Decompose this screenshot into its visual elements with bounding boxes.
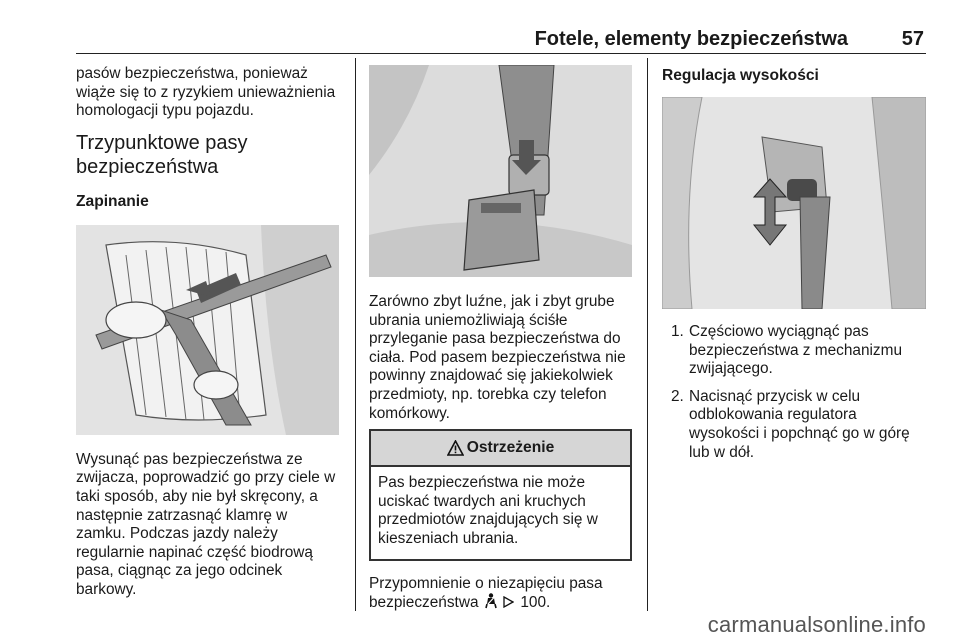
watermark: carmanualsonline.info bbox=[707, 612, 926, 637]
header-title: Fotele, elementy bezpieczeństwa bbox=[534, 28, 848, 50]
column-2 bbox=[369, 65, 632, 613]
height-adjust-heading: Regulacja wysokości bbox=[662, 67, 819, 84]
column-divider-1 bbox=[355, 58, 356, 611]
buckling-belt-illustration bbox=[76, 225, 339, 435]
buckle-closeup-illustration bbox=[369, 65, 632, 277]
column-divider-2 bbox=[647, 58, 648, 611]
section-heading: Trzypunktowe pasy bezpieczeństwa bbox=[76, 131, 248, 178]
page-number: 57 bbox=[901, 28, 924, 50]
page-reference-arrow-icon bbox=[503, 596, 514, 608]
column-1 bbox=[76, 65, 341, 600]
clothing-warning-text: Zarówno zbyt luźne, jak i zbyt grube ubrania uniemożliwiają ściśłe przyleganie pasa bezpieczeństwa do ciała. Pod pasem bezpieczeństwa nie powinny znajdować się jakiekolwiek przedmioty, np. torebka czy telefon komórkowy. bbox=[369, 293, 626, 422]
header-rule bbox=[76, 53, 926, 54]
reminder-page-ref[interactable]: 100. bbox=[520, 594, 551, 612]
reminder-reference bbox=[369, 575, 632, 613]
warning-triangle-icon bbox=[447, 440, 464, 456]
subsection-heading: Zapinanie bbox=[76, 192, 149, 210]
warning-box bbox=[369, 429, 632, 560]
height-adjuster-illustration bbox=[662, 97, 926, 309]
buckling-instructions: Wysunąć pas bezpieczeństwa ze zwijacza, poprowadzić go przy ciele w taki sposób, aby nie był skręcony, a następnie zatrzasnąć klamrę w zamku. Podczas jazdy należy regularnie napinać część biodrową pasa, ciągnąc za jego odcinek barkowy. bbox=[76, 450, 336, 598]
column-3 bbox=[662, 65, 926, 462]
page-header bbox=[76, 28, 926, 54]
warning-title: Ostrzeżenie bbox=[466, 439, 555, 457]
height-adjust-steps bbox=[662, 323, 926, 462]
warning-text: Pas bezpieczeństwa nie może uciskać twardych ani kruchych przedmiotów znajdujących się w kieszeniach ubrania. bbox=[378, 474, 598, 547]
intro-text: pasów bezpieczeństwa, ponieważ wiąże się to z ryzykiem unieważnienia homologacji typu pojazdu. bbox=[76, 65, 336, 120]
warning-content bbox=[371, 467, 630, 558]
step-item bbox=[662, 388, 926, 462]
step-number: 1. bbox=[671, 323, 684, 340]
step-number: 2. bbox=[671, 387, 684, 405]
step-item bbox=[662, 323, 926, 379]
reminder-text: Przypomnienie o niezapięciu pasa bezpieczeństwa bbox=[369, 574, 603, 612]
step-text: Nacisnąć przycisk w celu odblokowania regulatora wysokości i popchnąć go w górę lub w dół. bbox=[689, 387, 910, 461]
step-text: Częściowo wyciągnąć pas bezpieczeństwa z mechanizmu zwijającego. bbox=[689, 323, 903, 378]
seatbelt-reminder-icon bbox=[485, 593, 497, 609]
warning-header bbox=[371, 431, 630, 467]
